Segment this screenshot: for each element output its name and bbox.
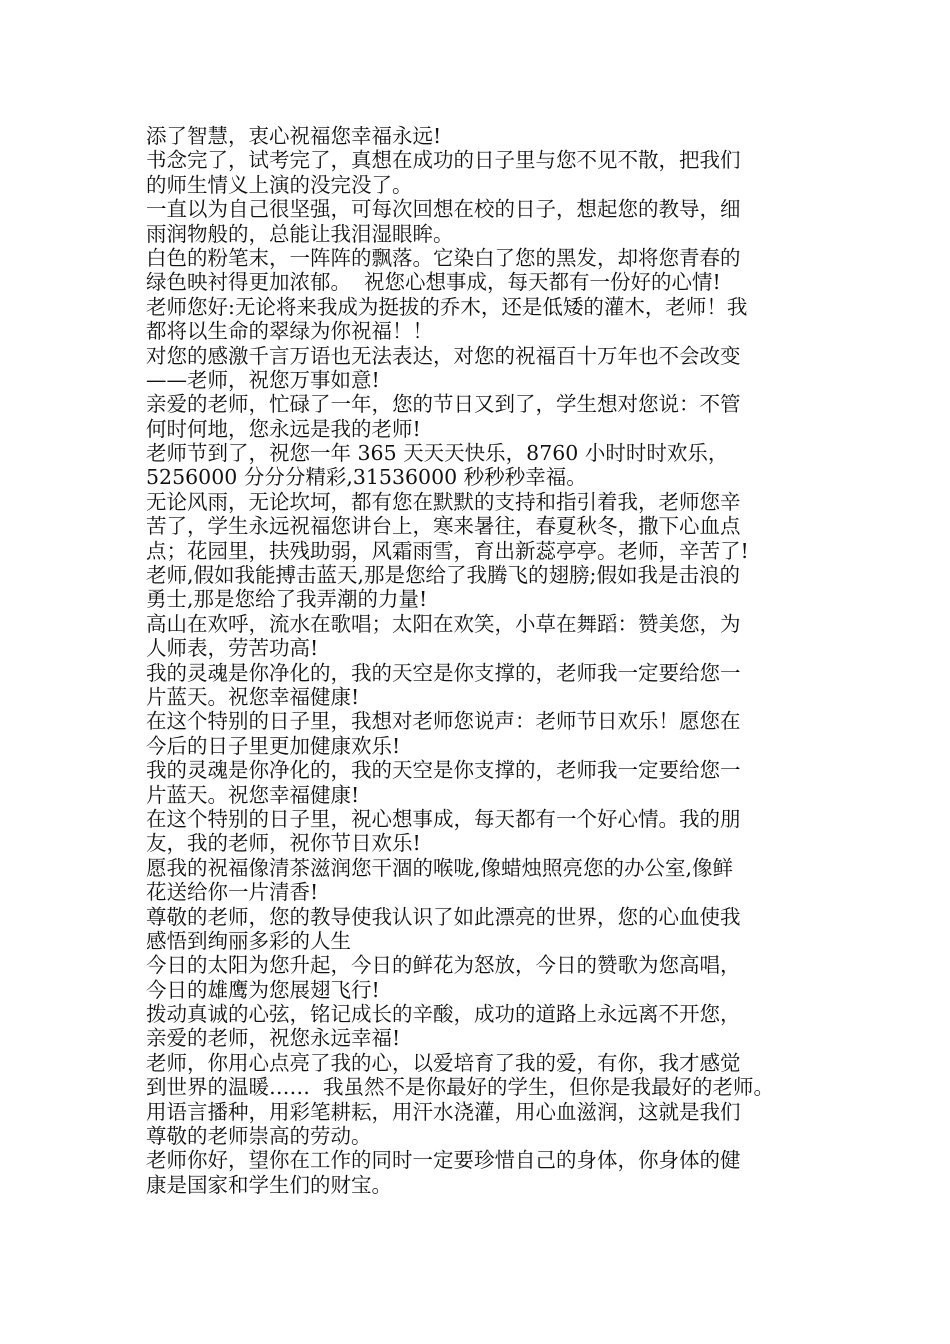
text-line: 我的灵魂是你净化的，我的天空是你支撑的，老师我一定要给您一 <box>146 758 741 783</box>
text-line: 苦了，学生永远祝福您讲台上，寒来暑往，春夏秋冬，撒下心血点 <box>146 514 741 539</box>
document-body <box>146 124 826 1197</box>
text-line: 绿色映衬得更加浓郁。 祝您心想事成，每天都有一份好的心情! <box>146 270 721 295</box>
text-line: 片蓝天。祝您幸福健康! <box>146 782 360 807</box>
text-line: 书念完了，试考完了，真想在成功的日子里与您不见不散，把我们 <box>146 148 741 173</box>
text-line: 对您的感激千言万语也无法表达，对您的祝福百十万年也不会改变 <box>146 343 741 368</box>
text-line: 无论风雨，无论坎坷，都有您在默默的支持和指引着我，老师您辛 <box>146 489 741 514</box>
text-line: 今后的日子里更加健康欢乐! <box>146 733 401 758</box>
text-line: 愿我的祝福像清茶滋润您干涸的喉咙,像蜡烛照亮您的办公室,像鲜 <box>146 855 734 880</box>
text-line: 白色的粉笔末，一阵阵的飘落。它染白了您的黑发，却将您青春的 <box>146 245 741 270</box>
text-line: 友，我的老师，祝你节日欢乐! <box>146 831 421 856</box>
text-line: 的师生情义上演的没完没了。 <box>146 172 413 197</box>
text-line: 花送给你一片清香! <box>146 880 319 905</box>
text-line: 老师节到了，祝您一年 365 天天天快乐，8760 小时时时欢乐， <box>146 441 729 466</box>
text-line: 亲爱的老师，忙碌了一年，您的节日又到了，学生想对您说：不管 <box>146 392 741 417</box>
text-line: 何时何地，您永远是我的老师! <box>146 416 421 441</box>
text-line: 用语言播种，用彩笔耕耘，用汗水浇灌，用心血滋润，这就是我们 <box>146 1099 741 1124</box>
text-line: ——老师，祝您万事如意! <box>146 367 380 392</box>
text-line: 老师您好:无论将来我成为挺拔的乔木，还是低矮的灌木，老师！我 <box>146 294 748 319</box>
text-line: 康是国家和学生们的财宝。 <box>146 1172 392 1197</box>
text-line: 今日的太阳为您升起，今日的鲜花为怒放，今日的赞歌为您高唱， <box>146 953 741 978</box>
text-line: 一直以为自己很坚强，可每次回想在校的日子，想起您的教导，细 <box>146 197 741 222</box>
text-line: 感悟到绚丽多彩的人生 <box>146 928 351 953</box>
text-line: 拨动真诚的心弦，铭记成长的辛酸，成功的道路上永远离不开您， <box>146 1002 741 1027</box>
text-line: 勇士,那是您给了我弄潮的力量! <box>146 587 428 612</box>
text-line: 到世界的温暖…… 我虽然不是你最好的学生，但你是我最好的老师。 <box>146 1075 775 1100</box>
text-line: 5256000 分分分精彩,31536000 秒秒秒幸福。 <box>146 465 587 490</box>
text-line: 高山在欢呼，流水在歌唱；太阳在欢笑，小草在舞蹈：赞美您，为 <box>146 611 741 636</box>
text-line: 在这个特别的日子里，我想对老师您说声：老师节日欢乐！愿您在 <box>146 709 741 734</box>
text-line: 我的灵魂是你净化的，我的天空是你支撑的，老师我一定要给您一 <box>146 660 741 685</box>
text-line: 雨润物般的，总能让我泪湿眼眸。 <box>146 221 454 246</box>
text-line: 老师,假如我能搏击蓝天,那是您给了我腾飞的翅膀;假如我是击浪的 <box>146 563 740 588</box>
text-line: 老师，你用心点亮了我的心，以爱培育了我的爱，有你，我才感觉 <box>146 1050 741 1075</box>
text-line: 尊敬的老师崇高的劳动。 <box>146 1124 372 1149</box>
text-line: 人师表，劳苦功高! <box>146 636 319 661</box>
text-line: 都将以生命的翠绿为你祝福！！ <box>146 319 433 344</box>
text-line: 老师你好，望你在工作的同时一定要珍惜自己的身体，你身体的健 <box>146 1148 741 1173</box>
text-line: 在这个特别的日子里，祝心想事成，每天都有一个好心情。我的朋 <box>146 806 741 831</box>
text-line: 尊敬的老师，您的教导使我认识了如此漂亮的世界，您的心血使我 <box>146 904 741 929</box>
text-line: 今日的雄鹰为您展翅飞行! <box>146 977 380 1002</box>
text-line: 片蓝天。祝您幸福健康! <box>146 684 360 709</box>
text-line: 亲爱的老师，祝您永远幸福! <box>146 1026 401 1051</box>
text-line: 点；花园里，扶残助弱，风霜雨雪，育出新蕊亭亭。老师，辛苦了! <box>146 538 749 563</box>
text-line: 添了智慧，衷心祝福您幸福永远! <box>146 124 442 148</box>
